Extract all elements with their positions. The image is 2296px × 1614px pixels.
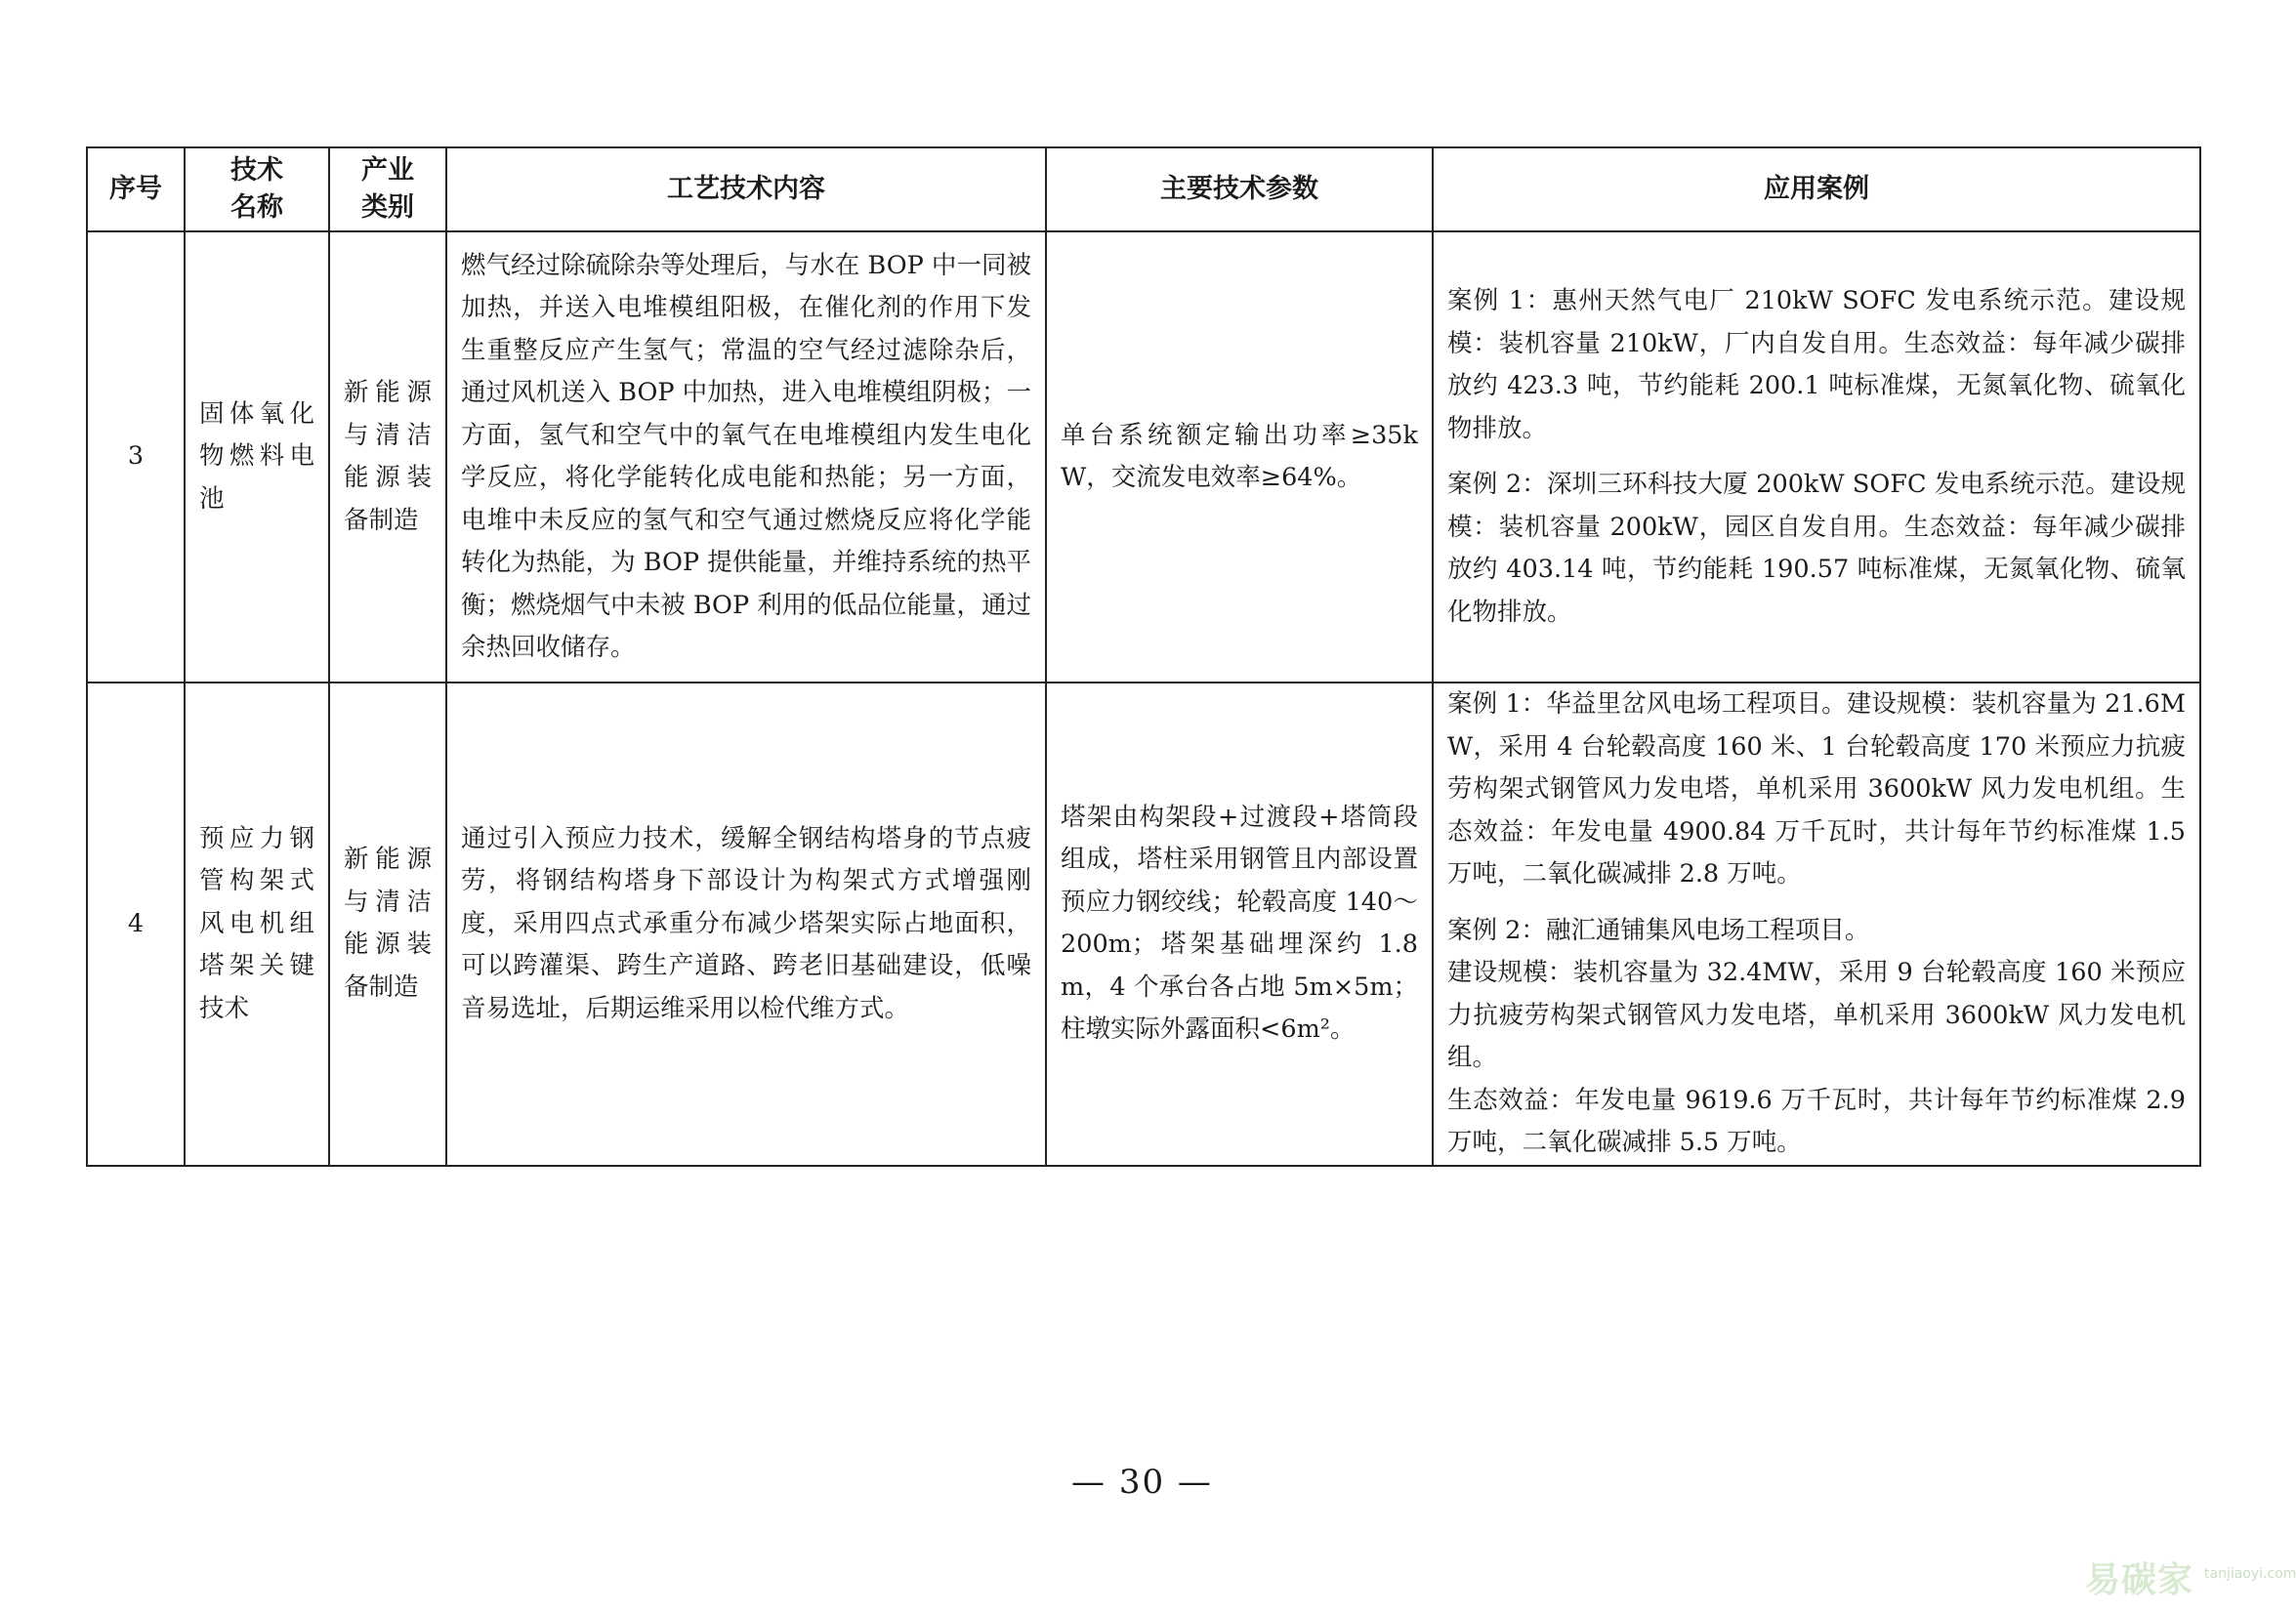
process-content: 燃气经过除硫除杂等处理后，与水在 BOP 中一同被加热，并送入电堆模组阳极，在催化剂的作用下发生重整反应产生氢气；常温的空气经过滤除杂后，通过风机送入 BOP 中加热，进入电堆模组阴极；一方面，氢气和空气中的氧气在电堆模组内发生电化学反应，将化学能转化成电能和热能；另一方面，电堆中未反应的氢气和空气通过燃烧反应将化学能转化为热能，为 BOP 提供能量，并维持系统的热平衡；燃烧烟气中未被 BOP 利用的低品位能量，通过余热回收储存。: [446, 231, 1046, 683]
header-params: 主要技术参数: [1046, 147, 1433, 231]
watermark-text: 易碳家: [2085, 1560, 2194, 1600]
page-number: — 30 —: [1071, 1463, 1213, 1502]
industry-category: 新能源与清洁能源装备制造: [329, 683, 446, 1166]
row-number: 4: [87, 683, 185, 1166]
header-process: 工艺技术内容: [446, 147, 1046, 231]
tech-name: 固体氧化物燃料电池: [185, 231, 329, 683]
application-cases: [1433, 683, 2200, 1166]
case-item: 案例 1：惠州天然气电厂 210kW SOFC 发电系统示范。建设规模：装机容量 210kW，厂内自发自用。生态效益：每年减少碳排放约 423.3 吨，节约能耗 200.1 吨标准煤，无氮氧化物、硫氧化物排放。: [1447, 286, 2186, 443]
header-industry: 产业 类别: [329, 147, 446, 231]
table-row: [87, 231, 2200, 683]
case-detail: 建设规模：装机容量为 32.4MW，采用 9 台轮毂高度 160 米预应力抗疲劳构架式钢管风力发电塔，单机采用 3600kW 风力发电机组。: [1447, 958, 2186, 1072]
industry-category: 新能源与清洁能源装备制造: [329, 231, 446, 683]
case-item: 案例 1：华益里岔风电场工程项目。建设规模：装机容量为 21.6MW，采用 4 台轮毂高度 160 米、1 台轮毂高度 170 米预应力抗疲劳构架式钢管风力发电塔，单机采用 3600kW 风力发电机组。生态效益：年发电量 4900.84 万千瓦时，共计每年节约标准煤 1.5 万吨，二氧化碳减排 2.8 万吨。: [1447, 689, 2186, 889]
tech-params: 塔架由构架段+过渡段+塔筒段组成，塔柱采用钢管且内部设置预应力钢绞线；轮毂高度 140～200m；塔架基础埋深约 1.8m，4 个承台各占地 5m×5m；柱墩实际外露面积<6m²。: [1046, 683, 1433, 1166]
technology-table: [86, 146, 2201, 1167]
application-cases: [1433, 231, 2200, 683]
table-header-row: [87, 147, 2200, 231]
header-tech-name: 技术 名称: [185, 147, 329, 231]
case-item: 案例 2：深圳三环科技大厦 200kW SOFC 发电系统示范。建设规模：装机容量 200kW，园区自发自用。生态效益：每年减少碳排放约 403.14 吨，节约能耗 190.57 吨标准煤，无氮氧化物、硫氧化物排放。: [1447, 470, 2186, 627]
header-cases: 应用案例: [1433, 147, 2200, 231]
table-row: [87, 683, 2200, 1166]
case-detail: 生态效益：年发电量 9619.6 万千瓦时，共计每年节约标准煤 2.9 万吨，二氧化碳减排 5.5 万吨。: [1447, 1085, 2186, 1157]
header-seq: 序号: [87, 147, 185, 231]
watermark-domain: tanjiaoyi.com: [2204, 1566, 2296, 1582]
tech-name: 预应力钢管构架式风电机组塔架关键技术: [185, 683, 329, 1166]
case-item: 案例 2：融汇通铺集风电场工程项目。: [1447, 915, 1870, 945]
tech-params: 单台系统额定输出功率≥35kW，交流发电效率≥64%。: [1046, 231, 1433, 683]
watermark-logo: [2085, 1552, 2296, 1600]
process-content: 通过引入预应力技术，缓解全钢结构塔身的节点疲劳，将钢结构塔身下部设计为构架式方式增强刚度，采用四点式承重分布减少塔架实际占地面积，可以跨灌渠、跨生产道路、跨老旧基础建设，低噪音易选址，后期运维采用以检代维方式。: [446, 683, 1046, 1166]
row-number: 3: [87, 231, 185, 683]
